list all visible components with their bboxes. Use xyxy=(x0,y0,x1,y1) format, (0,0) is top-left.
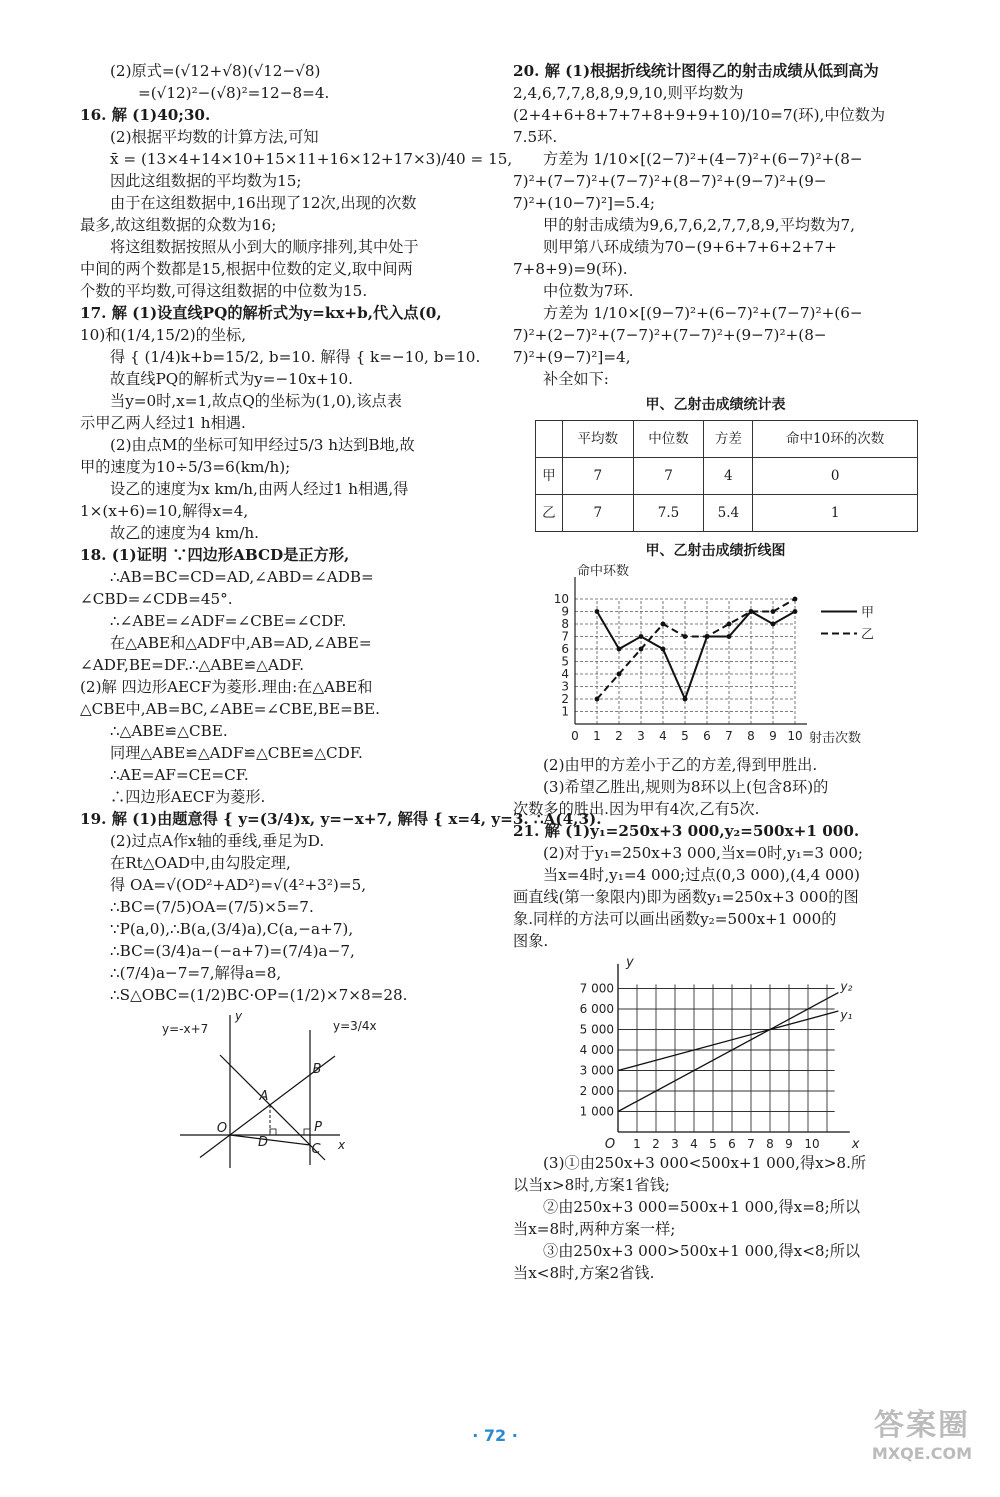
text-line: 最多,故这组数据的众数为16; xyxy=(80,216,277,234)
text-line: 21. 解 (1)y₁=250x+3 000,y₂=500x+1 000. xyxy=(513,822,860,840)
shooting-line-chart xyxy=(513,564,918,754)
x-tick-label: 6 xyxy=(703,729,711,743)
text-line: 象.同样的方法可以画出函数y₂=500x+1 000的 xyxy=(513,910,837,928)
text-line: 设乙的速度为x km/h,由两人经过1 h相遇,得 xyxy=(110,480,409,498)
y-tick-label: 2 xyxy=(561,692,569,706)
point-d-label: D xyxy=(257,1135,269,1150)
text-line: 7)²+(9−7)²]=4, xyxy=(513,348,631,366)
x-tick-label: 3 xyxy=(671,1137,679,1151)
text-line: 图象. xyxy=(513,932,549,950)
x-tick-label: 1 xyxy=(633,1137,641,1151)
text-line: ∴S△OBC=(1/2)BC·OP=(1/2)×7×8=28. xyxy=(110,986,408,1004)
text-line: 故直线PQ的解析式为y=−10x+10. xyxy=(110,370,353,388)
x-tick-label: 3 xyxy=(637,729,645,743)
text-line: (2)根据平均数的计算方法,可知 xyxy=(110,128,319,146)
label-line-2: y=3/4x xyxy=(333,1019,377,1033)
text-line: ∴∠ABE=∠ADF=∠CBE=∠CDF. xyxy=(110,612,347,630)
text-line: 补全如下: xyxy=(543,370,609,388)
y-axis-label: 命中环数 xyxy=(577,564,630,579)
table-cell: 0 xyxy=(753,458,918,495)
data-point xyxy=(793,597,798,602)
text-line: (2)由甲的方差小于乙的方差,得到甲胜出. xyxy=(543,756,818,774)
text-line: 得 OA=√(OD²+AD²)=√(4²+3²)=5, xyxy=(110,876,367,894)
data-point xyxy=(683,634,688,639)
x-axis-label: x xyxy=(338,1138,346,1152)
text-line: 由于在这组数据中,16出现了12次,出现的次数 xyxy=(110,194,417,212)
right-column xyxy=(513,60,918,1284)
score-table xyxy=(535,420,918,532)
text-line: (3)希望乙胜出,规则为8环以上(包含8环)的 xyxy=(543,778,829,796)
x-tick-label: 2 xyxy=(615,729,623,743)
text-line: 甲的射击成绩为9,6,7,6,2,7,7,8,9,平均数为7, xyxy=(543,216,855,234)
chart-title: 甲、乙射击成绩折线图 xyxy=(645,543,786,559)
data-point xyxy=(639,634,644,639)
text-line: 个数的平均数,可得这组数据的中位数为15. xyxy=(80,282,368,300)
text-line: 7.5环. xyxy=(513,128,558,146)
data-point xyxy=(661,647,666,652)
right-angle-mark xyxy=(304,1129,310,1135)
data-point xyxy=(595,697,600,702)
table-cell: 7 xyxy=(562,458,633,495)
text-line: ∴△ABE≌△CBE. xyxy=(110,722,228,740)
table-header-cell: 方差 xyxy=(704,421,753,458)
text-line: 当x=8时,两种方案一样; xyxy=(513,1220,676,1238)
data-point xyxy=(683,697,688,702)
figure-19 xyxy=(160,1010,460,1170)
data-point xyxy=(705,634,710,639)
text-line: =(√12)²−(√8)²=12−8=4. xyxy=(138,84,330,102)
text-line: (2)解 四边形AECF为菱形.理由:在△ABE和 xyxy=(80,678,373,696)
y-axis-label: y xyxy=(235,1010,243,1023)
text-line: 故乙的速度为4 km/h. xyxy=(110,524,259,542)
text-line: 当x<8时,方案2省钱. xyxy=(513,1264,655,1282)
text-line: 方差为 1/10×[(2−7)²+(4−7)²+(6−7)²+(8− xyxy=(543,150,863,168)
table-cell: 4 xyxy=(704,458,753,495)
text-line: ∠CBD=∠CDB=45°. xyxy=(80,590,233,608)
text-line: 方差为 1/10×[(9−7)²+(6−7)²+(7−7)²+(6− xyxy=(543,304,863,322)
text-line: 同理△ABE≌△ADF≌△CBE≌△CDF. xyxy=(110,744,363,762)
y-tick-label: 10 xyxy=(553,592,569,606)
text-line: ∴AE=AF=CE=CF. xyxy=(110,766,249,784)
x-tick-label: 10 xyxy=(787,729,803,743)
table-row xyxy=(536,495,918,532)
y-tick-label: 3 000 xyxy=(579,1063,614,1078)
series-line-1 xyxy=(618,993,838,1112)
text-line: ∴BC=(7/5)OA=(7/5)×5=7. xyxy=(110,898,314,916)
x-tick-label: 1 xyxy=(593,729,601,743)
text-line: 10)和(1/4,15/2)的坐标, xyxy=(80,326,247,344)
x-tick-label: 8 xyxy=(747,729,755,743)
text-line: (2)对于y₁=250x+3 000,当x=0时,y₁=3 000; xyxy=(543,844,864,862)
table-cell: 7.5 xyxy=(633,495,704,532)
text-line: 次数多的胜出.因为甲有4次,乙有5次. xyxy=(513,800,760,818)
series-label: y₁ xyxy=(840,1008,853,1023)
right-angle-mark xyxy=(270,1129,276,1135)
y-tick-label: 6 xyxy=(561,642,569,656)
data-point xyxy=(771,609,776,614)
point-p-label: P xyxy=(314,1120,322,1135)
data-point xyxy=(661,622,666,627)
table-cell: 1 xyxy=(753,495,918,532)
x-tick-label: 0 xyxy=(571,729,579,743)
watermark-url: MXQE.COM xyxy=(871,1444,973,1463)
text-line: 因此这组数据的平均数为15; xyxy=(110,172,302,190)
legend-label: 甲 xyxy=(861,605,875,621)
table-header-cell: 中位数 xyxy=(633,421,704,458)
text-line: ∵P(a,0),∴B(a,(3/4)a),C(a,−a+7), xyxy=(110,920,354,938)
data-point xyxy=(617,672,622,677)
text-line: ③由250x+3 000>500x+1 000,得x<8;所以 xyxy=(543,1242,861,1260)
text-line: 将这组数据按照从小到大的顺序排列,其中处于 xyxy=(110,238,419,256)
data-point xyxy=(727,634,732,639)
y-tick-label: 9 xyxy=(561,604,569,619)
x-tick-label: 4 xyxy=(659,729,667,743)
text-line: 7)²+(10−7)²]=5.4; xyxy=(513,194,655,212)
x-tick-label: 5 xyxy=(681,729,689,743)
table-header-cell: 平均数 xyxy=(562,421,633,458)
text-line: 在△ABE和△ADF中,AB=AD,∠ABE= xyxy=(110,634,372,652)
y-tick-label: 2 000 xyxy=(579,1084,614,1098)
data-point xyxy=(639,647,644,652)
text-line: 则甲第八环成绩为70−(9+6+7+6+2+7+ xyxy=(543,238,837,256)
text-line: △CBE中,AB=BC,∠ABE=∠CBE,BE=BE. xyxy=(80,700,380,718)
series-line-0 xyxy=(597,612,795,700)
watermark-logo: 答案圈 xyxy=(874,1408,970,1443)
text-line: (2+4+6+8+7+7+8+9+9+10)/10=7(环),中位数为 xyxy=(513,106,886,124)
y-tick-label: 5 000 xyxy=(579,1022,614,1037)
point-c-label: C xyxy=(311,1142,321,1157)
text-line: 16. 解 (1)40;30. xyxy=(80,106,211,124)
text-line: ∴AB=BC=CD=AD,∠ABD=∠ADB= xyxy=(110,568,374,586)
y-tick-label: 7 xyxy=(561,629,569,644)
text-line: 得 { (1/4)k+b=15/2, b=10. 解得 { k=−10, b=10. xyxy=(110,348,481,366)
text-line: 甲的速度为10÷5/3=6(km/h); xyxy=(80,458,291,476)
legend-label: 乙 xyxy=(861,627,875,643)
x-tick-label: 7 xyxy=(725,729,733,743)
y-tick-label: 4 000 xyxy=(579,1043,614,1057)
label-line-1: y=-x+7 xyxy=(162,1022,209,1036)
point-a-label: A xyxy=(259,1089,269,1104)
y-tick-label: 7 000 xyxy=(579,981,614,996)
series-line-0 xyxy=(618,1011,838,1070)
x-tick-label: 2 xyxy=(652,1137,660,1151)
table-cell: 乙 xyxy=(536,495,563,532)
x-tick-label: 9 xyxy=(785,1137,793,1151)
text-line: 18. (1)证明 ∵四边形ABCD是正方形, xyxy=(80,546,350,564)
y-tick-label: 3 xyxy=(561,679,569,694)
x-tick-label: 10 xyxy=(804,1137,820,1151)
text-line: 在Rt△OAD中,由勾股定理, xyxy=(110,854,291,872)
text-line: x̄ = (13×4+14×10+15×11+16×12+17×3)/40 = 15, xyxy=(110,150,513,168)
text-line: 7+8+9)=9(环). xyxy=(513,260,628,278)
table-cell: 7 xyxy=(633,458,704,495)
table-cell: 7 xyxy=(562,495,633,532)
series-label: y₂ xyxy=(840,979,853,994)
text-line: (2)由点M的坐标可知甲经过5/3 h达到B地,故 xyxy=(110,436,415,454)
text-line: 20. 解 (1)根据折线统计图得乙的射击成绩从低到高为 xyxy=(513,62,879,80)
x-tick-label: 5 xyxy=(709,1137,717,1151)
q20-21-text xyxy=(513,754,918,952)
table-header-cell: 命中10环的次数 xyxy=(753,421,918,458)
table-title: 甲、乙射击成绩统计表 xyxy=(645,397,786,413)
text-line: ∴BC=(3/4)a−(−a+7)=(7/4)a−7, xyxy=(110,942,355,960)
y-tick-label: 4 xyxy=(561,667,569,681)
y-tick-label: 1 xyxy=(561,704,569,719)
text-line: 17. 解 (1)设直线PQ的解析式为y=kx+b,代入点(0, xyxy=(80,304,442,322)
line-y-neg-x-plus-7 xyxy=(220,1055,325,1160)
y-axis-label: y xyxy=(626,954,634,970)
data-point xyxy=(727,622,732,627)
x-tick-label: 4 xyxy=(690,1137,698,1151)
y-tick-label: 1 000 xyxy=(579,1104,614,1119)
y-tick-label: 6 000 xyxy=(579,1002,614,1016)
x-tick-label: 9 xyxy=(769,729,777,743)
text-line: 19. 解 (1)由题意得 { y=(3/4)x, y=−x+7, 解得 { x=4, y=3. ∴A(4,3). xyxy=(80,810,602,828)
y-tick-label: 5 xyxy=(561,654,569,669)
text-line: 7)²+(2−7)²+(7−7)²+(7−7)²+(9−7)²+(8− xyxy=(513,326,827,344)
point-b-label: B xyxy=(312,1062,322,1077)
cost-line-chart xyxy=(513,952,918,1152)
text-line: (2)过点A作x轴的垂线,垂足为D. xyxy=(110,832,325,850)
origin-label: O xyxy=(604,1137,616,1152)
q21-part3-text xyxy=(513,1152,918,1284)
x-tick-label: 7 xyxy=(747,1137,755,1151)
y-tick-label: 8 xyxy=(561,617,569,631)
data-point xyxy=(771,622,776,627)
text-line: 中位数为7环. xyxy=(543,282,634,300)
data-point xyxy=(793,609,798,614)
page-number: · 72 · xyxy=(472,1426,518,1445)
data-point xyxy=(617,647,622,652)
data-point xyxy=(595,609,600,614)
table-cell: 甲 xyxy=(536,458,563,495)
x-axis-label: x xyxy=(851,1137,860,1152)
text-line: 当x=4时,y₁=4 000;过点(0,3 000),(4,4 000) xyxy=(543,866,860,884)
text-line: ∴四边形AECF为菱形. xyxy=(110,788,266,806)
text-line: 7)²+(7−7)²+(7−7)²+(8−7)²+(9−7)²+(9− xyxy=(513,172,827,190)
table-header-cell xyxy=(536,421,563,458)
text-line: ②由250x+3 000=500x+1 000,得x=8;所以 xyxy=(543,1198,861,1216)
text-line: 中间的两个数都是15,根据中位数的定义,取中间两 xyxy=(80,260,413,278)
text-line: 以当x>8时,方案1省钱; xyxy=(513,1176,670,1194)
x-tick-label: 6 xyxy=(728,1137,736,1151)
table-cell: 5.4 xyxy=(704,495,753,532)
q20-text xyxy=(513,60,918,390)
x-tick-label: 8 xyxy=(766,1137,774,1151)
text-line: (3)①由250x+3 000<500x+1 000,得x>8.所 xyxy=(543,1154,867,1172)
point-o-label: O xyxy=(216,1121,228,1136)
text-line: (2)原式=(√12+√8)(√12−√8) xyxy=(110,62,321,80)
text-line: 1×(x+6)=10,解得x=4, xyxy=(80,502,249,520)
table-row xyxy=(536,458,918,495)
segment-oc xyxy=(230,1135,310,1145)
text-line: ∴(7/4)a−7=7,解得a=8, xyxy=(110,964,282,982)
text-line: 当y=0时,x=1,故点Q的坐标为(1,0),该点表 xyxy=(110,392,402,410)
text-line: ∠ADF,BE=DF.∴△ABE≌△ADF. xyxy=(80,656,305,674)
watermark xyxy=(852,1400,992,1463)
text-line: 2,4,6,7,7,8,8,9,9,10,则平均数为 xyxy=(513,84,744,102)
x-axis-label: 射击次数 xyxy=(809,731,862,746)
text-line: 画直线(第一象限内)即为函数y₁=250x+3 000的图 xyxy=(513,888,859,906)
data-point xyxy=(749,609,754,614)
text-line: 示甲乙两人经过1 h相遇. xyxy=(80,414,246,432)
